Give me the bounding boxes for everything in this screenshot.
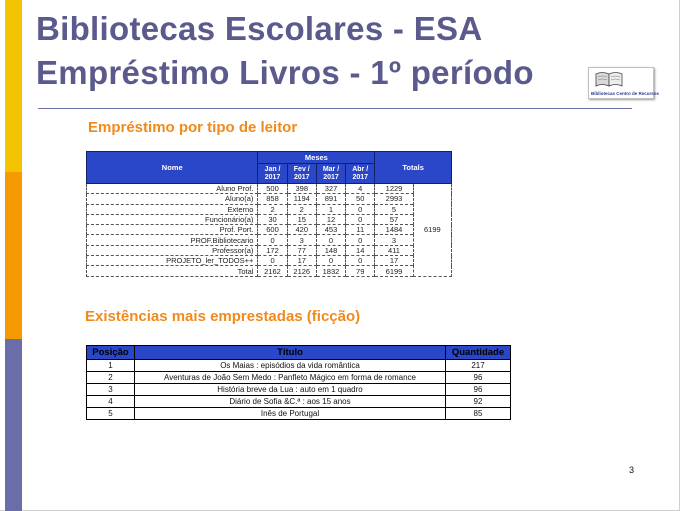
col-header-month: Jan / 2017 [258, 164, 287, 184]
page-number: 3 [629, 465, 635, 475]
table-row [87, 204, 452, 214]
cell-quantity: 96 [446, 384, 511, 396]
table-row [87, 396, 511, 408]
col-header-month: Fev / 2017 [287, 164, 316, 184]
cell-position: 5 [87, 408, 135, 420]
cell-value: 398 [287, 184, 316, 194]
cell-value: 148 [316, 245, 345, 255]
cell-value: 1194 [287, 194, 316, 204]
cell-value: 4 [346, 184, 375, 194]
table-row [87, 360, 511, 372]
cell-value: 0 [346, 256, 375, 266]
cell-value: 600 [258, 225, 287, 235]
cell-name: PROF.Bibliotecario [87, 235, 258, 245]
cell-total: 5 [375, 204, 413, 214]
cell-value: 30 [258, 214, 287, 224]
table-row [87, 194, 452, 204]
accent-bar-yellow [5, 0, 22, 172]
cell-value: 420 [287, 225, 316, 235]
cell-name: Total [87, 266, 258, 276]
cell-value: 0 [346, 214, 375, 224]
library-logo [588, 67, 660, 99]
cell-value: 0 [316, 256, 345, 266]
cell-value: 12 [316, 214, 345, 224]
slide-title-line2: Empréstimo Livros - 1º período [36, 54, 534, 91]
cell-title: Os Maias : episódios da vida romântica [135, 360, 446, 372]
slide-title-line1: Bibliotecas Escolares - ESA [36, 10, 483, 47]
cell-position: 3 [87, 384, 135, 396]
cell-quantity: 217 [446, 360, 511, 372]
cell-value: 0 [346, 235, 375, 245]
cell-value: 79 [346, 266, 375, 276]
cell-value: 1832 [316, 266, 345, 276]
cell-name: Prof. Port. [87, 225, 258, 235]
col-header-month: Mar / 2017 [316, 164, 345, 184]
cell-total: 1229 [375, 184, 413, 194]
cell-quantity: 92 [446, 396, 511, 408]
col-header-titulo: Título [135, 346, 446, 360]
most-borrowed-table [86, 345, 511, 420]
cell-value: 14 [346, 245, 375, 255]
table-row [87, 384, 511, 396]
cell-name: PROJETO_ler_TODOS++ [87, 256, 258, 266]
table-row-total [87, 266, 452, 276]
col-header-meses: Meses [258, 152, 375, 164]
cell-name: Funcionário(a) [87, 214, 258, 224]
accent-bar-orange [5, 172, 22, 339]
loans-by-reader-table [86, 151, 452, 277]
col-header-month: Abr / 2017 [346, 164, 375, 184]
cell-value: 0 [316, 235, 345, 245]
cell-value: 0 [258, 256, 287, 266]
cell-value: 891 [316, 194, 345, 204]
col-header-posicao: Posição [87, 346, 135, 360]
table-row [87, 225, 452, 235]
cell-value: 1 [316, 204, 345, 214]
cell-total: 6199 [375, 266, 413, 276]
col-header-totals: Totals [375, 152, 452, 184]
cell-quantity: 96 [446, 372, 511, 384]
cell-grand-total: 6199 [413, 184, 451, 277]
cell-position: 4 [87, 396, 135, 408]
col-header-nome: Nome [87, 152, 258, 184]
cell-value: 2 [287, 204, 316, 214]
cell-name: Aluno Prof. [87, 184, 258, 194]
cell-value: 2126 [287, 266, 316, 276]
title-divider [38, 108, 632, 109]
cell-value: 11 [346, 225, 375, 235]
cell-value: 15 [287, 214, 316, 224]
section-heading-loans: Empréstimo por tipo de leitor [88, 119, 298, 136]
cell-total: 57 [375, 214, 413, 224]
cell-name: Externo [87, 204, 258, 214]
cell-value: 453 [316, 225, 345, 235]
cell-total: 411 [375, 245, 413, 255]
book-icon [595, 71, 623, 87]
cell-value: 172 [258, 245, 287, 255]
table-row [87, 214, 452, 224]
table-row [87, 184, 452, 194]
cell-name: Aluno(a) [87, 194, 258, 204]
cell-total: 2993 [375, 194, 413, 204]
cell-total: 3 [375, 235, 413, 245]
cell-total: 1484 [375, 225, 413, 235]
table-row [87, 245, 452, 255]
cell-value: 3 [287, 235, 316, 245]
cell-value: 2 [258, 204, 287, 214]
cell-value: 0 [346, 204, 375, 214]
table-row [87, 372, 511, 384]
cell-value: 50 [346, 194, 375, 204]
col-header-quantidade: Quantidade [446, 346, 511, 360]
table-row [87, 408, 511, 420]
cell-value: 327 [316, 184, 345, 194]
cell-total: 17 [375, 256, 413, 266]
cell-value: 17 [287, 256, 316, 266]
cell-quantity: 85 [446, 408, 511, 420]
section-heading-most-borrowed: Existências mais emprestadas (ficção) [85, 308, 361, 325]
cell-title: Diário de Sofia &C.ª : aos 15 anos [135, 396, 446, 408]
accent-bar-purple [5, 339, 22, 511]
cell-value: 0 [258, 235, 287, 245]
logo-text: Bibliotecas Centro de Recursos [591, 91, 660, 96]
cell-value: 858 [258, 194, 287, 204]
cell-name: Professor(a) [87, 245, 258, 255]
cell-value: 2162 [258, 266, 287, 276]
cell-value: 77 [287, 245, 316, 255]
table-row [87, 235, 452, 245]
cell-position: 1 [87, 360, 135, 372]
cell-title: História breve da Lua : auto em 1 quadro [135, 384, 446, 396]
cell-position: 2 [87, 372, 135, 384]
cell-title: Inês de Portugal [135, 408, 446, 420]
cell-value: 500 [258, 184, 287, 194]
table-row [87, 256, 452, 266]
cell-title: Aventuras de João Sem Medo : Panfleto Mágico em forma de romance [135, 372, 446, 384]
